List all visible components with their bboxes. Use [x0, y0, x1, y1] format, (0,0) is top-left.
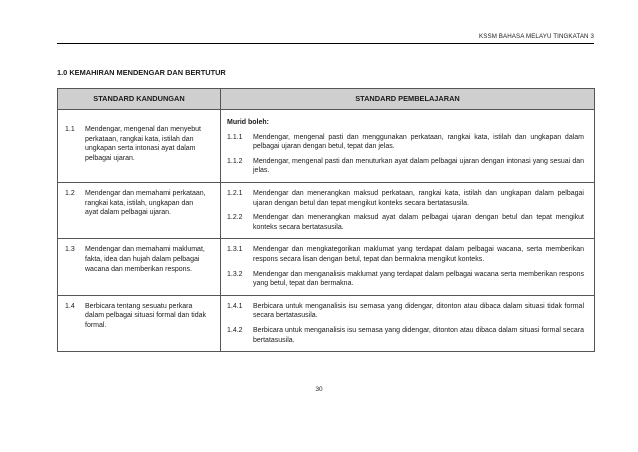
table-row: [58, 295, 595, 351]
kandungan-number: 1.3: [65, 246, 75, 254]
item-text: Mendengar, mengenal pasti dan menuturkan ayat dalam pelbagai ujaran dengan intonasi yang sesuai dan jelas.: [253, 157, 584, 175]
pembelajaran-item: [227, 326, 588, 345]
item-text: Mendengar dan menganalisis maklumat yang terdapat dalam pelbagai wacana serta memberikan respons yang betul, tepat dan bermakna.: [253, 270, 584, 288]
standards-table: [57, 88, 595, 352]
item-number: 1.4.1: [227, 302, 243, 310]
pembelajaran-item: [227, 189, 588, 208]
kandungan-number: 1.1: [65, 126, 75, 133]
pembelajaran-item: [227, 133, 588, 152]
pembelajaran-cell: [221, 295, 595, 351]
kandungan-number: 1.4: [65, 302, 75, 310]
kandungan-text: Mendengar, mengenal dan menyebut perkataan, rangkai kata, istilah dan ungkapan serta intonasi ayat dalam pelbagai ujaran.: [85, 126, 201, 162]
pembelajaran-cell: [221, 239, 595, 295]
kandungan-cell: [58, 239, 221, 295]
page-number: 30: [315, 386, 323, 393]
item-number: 1.4.2: [227, 326, 243, 334]
table-row: [58, 110, 595, 183]
item-text: Mendengar dan menerangkan maksud perkataan, rangkai kata, istilah dan ungkapan dalam pelbagai ujaran dengan betul dan tepat mengikut konteks secara bertatasusila.: [253, 189, 584, 207]
section-title: 1.0 KEMAHIRAN MENDENGAR DAN BERTUTUR: [57, 68, 226, 77]
item-text: Berbicara untuk menganalisis isu semasa yang didengar, ditonton atau dibaca dalam situasi formal secara bertatasusila.: [253, 326, 584, 344]
kandungan-cell: [58, 295, 221, 351]
header-rule: [57, 43, 594, 44]
kandungan-cell: [58, 182, 221, 238]
item-number: 1.3.2: [227, 270, 243, 278]
item-number: 1.3.1: [227, 246, 243, 254]
table-header-row: [58, 89, 595, 110]
item-number: 1.2.2: [227, 214, 243, 222]
kandungan-number: 1.2: [65, 189, 75, 197]
item-text: Mendengar dan mengkategorikan maklumat yang terdapat dalam pelbagai wacana, serta memberikan respons secara lisan dengan betul, tepat dan bermakna mengikut konteks.: [253, 246, 584, 263]
item-text: Berbicara untuk menganalisis isu semasa yang didengar, ditonton atau dibaca dalam situasi tidak formal secara bertatasusila.: [253, 302, 584, 320]
pembelajaran-item: [227, 302, 588, 321]
item-number: 1.1.1: [227, 133, 243, 141]
kandungan-text: Berbicara tentang sesuatu perkara dalam pelbagai situasi formal dan tidak formal.: [85, 302, 207, 329]
kandungan-text: Mendengar dan memahami perkataan, rangkai kata, istilah, ungkapan dan ayat dalam pelbagai ujaran.: [85, 189, 206, 217]
pembelajaran-item: [227, 245, 588, 264]
item-text: Mendengar, mengenal pasti dan menggunakan perkataan, rangkai kata, istilah dan ungkapan dalam pelbagai ujaran dengan betul, tepat dan jelas.: [253, 133, 584, 151]
pembelajaran-item: [227, 157, 588, 176]
item-text: Mendengar dan menerangkan maksud ayat dalam pelbagai ujaran dengan betul dan tepat mengikut konteks secara bertatasusila.: [253, 214, 584, 231]
table-row: [58, 239, 595, 295]
col-header-pembelajaran: STANDARD PEMBELAJARAN: [221, 89, 595, 110]
table-row: [58, 182, 595, 238]
pembelajaran-cell: [221, 110, 595, 183]
col-header-kandungan: STANDARD KANDUNGAN: [58, 89, 221, 110]
kandungan-text: Mendengar dan memahami maklumat, fakta, idea dan hujah dalam pelbagai wacana dan memberikan respons.: [85, 246, 205, 273]
item-number: 1.2.1: [227, 189, 243, 197]
pembelajaran-cell: [221, 182, 595, 238]
murid-boleh-label: Murid boleh:: [227, 119, 269, 126]
item-number: 1.1.2: [227, 157, 243, 165]
running-header: KSSM BAHASA MELAYU TINGKATAN 3: [479, 33, 594, 40]
pembelajaran-item: [227, 213, 588, 232]
kandungan-cell: [58, 110, 221, 183]
pembelajaran-item: [227, 270, 588, 289]
